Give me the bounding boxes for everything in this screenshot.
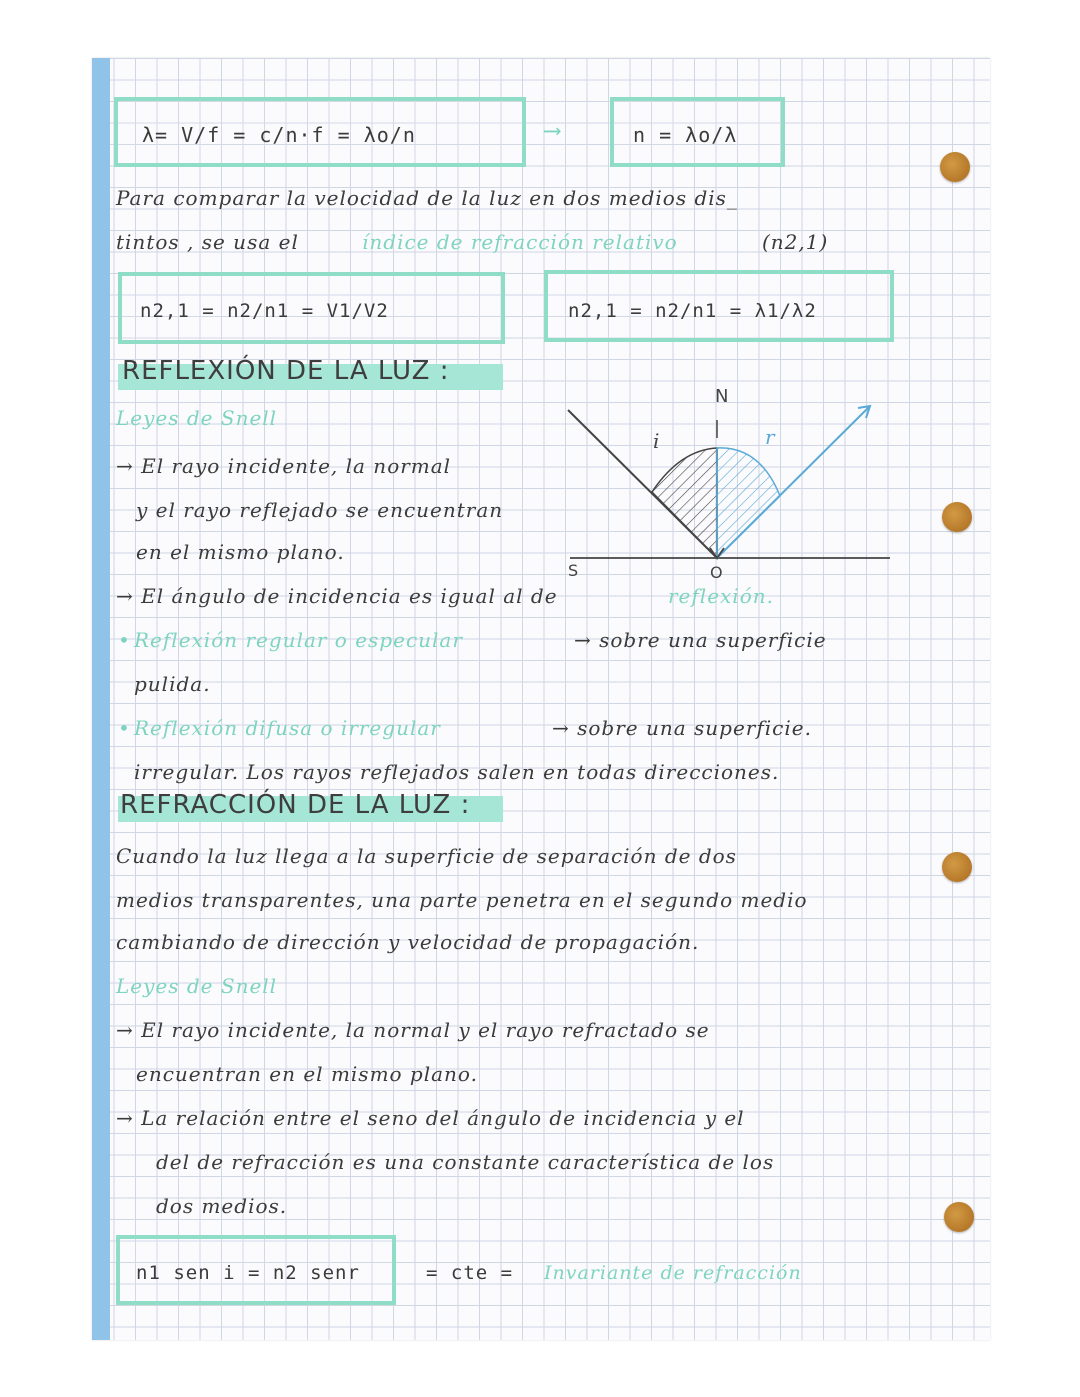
formula-snell-constant: = cte = xyxy=(426,1262,514,1284)
refraccion-p3: cambiando de dirección y velocidad de propagación. xyxy=(116,930,700,954)
reflexion-difusa-desc: → sobre una superficie. xyxy=(552,716,812,740)
reflexion-regular-desc-2: pulida. xyxy=(134,672,211,696)
reflexion-law-1c: en el mismo plano. xyxy=(136,540,345,564)
formula-wavelength: λ= V/f = c/n·f = λo/n xyxy=(142,123,416,147)
invariante-label: Invariante de refracción xyxy=(544,1262,802,1284)
intro-line-1: Para comparar la velocidad de la luz en dos medios dis_ xyxy=(116,186,738,210)
formula-relative-speed: n2,1 = n2/n1 = V1/V2 xyxy=(140,300,389,322)
binder-hole-2 xyxy=(942,502,972,532)
intro-line-2c: (n2,1) xyxy=(762,230,829,254)
normal-label: N xyxy=(715,386,729,407)
binder-hole-1 xyxy=(940,152,970,182)
heading-refraccion: REFRACCIÓN DE LA LUZ : xyxy=(120,790,471,820)
margin-bar xyxy=(92,58,110,1340)
leyes-snell-reflexion: Leyes de Snell xyxy=(116,406,278,430)
refraccion-law-2c: dos medios. xyxy=(156,1194,288,1218)
refraccion-law-1: → El rayo incidente, la normal y el rayo refractado se xyxy=(116,1018,710,1042)
heading-reflexion: REFLEXIÓN DE LA LUZ : xyxy=(122,356,450,386)
reflexion-law-2: → El ángulo de incidencia es igual al de xyxy=(116,584,558,608)
refraccion-p1: Cuando la luz llega a la superficie de separación de dos xyxy=(116,844,737,868)
surface-label: S xyxy=(568,561,579,580)
formula-index: n = λo/λ xyxy=(633,123,738,147)
refraccion-law-2: → La relación entre el seno del ángulo de incidencia y el xyxy=(116,1106,745,1130)
refraccion-law-1b: encuentran en el mismo plano. xyxy=(136,1062,478,1086)
arrow: ⟶ xyxy=(545,116,561,144)
reflected-label: r xyxy=(765,425,775,449)
binder-hole-3 xyxy=(942,852,972,882)
reflexion-regular-desc: → sobre una superficie xyxy=(574,628,827,652)
reflexion-law-1b: y el rayo reflejado se encuentran xyxy=(136,498,504,522)
incident-label: i xyxy=(653,429,660,453)
reflection-angle-arc xyxy=(717,448,780,558)
refraccion-p2: medios transparentes, una parte penetra en el segundo medio xyxy=(116,888,808,912)
intro-line-2b: índice de refracción relativo xyxy=(362,230,678,254)
reflexion-difusa: Reflexión difusa o irregular xyxy=(134,716,441,740)
bullet-1: • xyxy=(118,628,131,652)
refraccion-law-2b: del de refracción es una constante característica de los xyxy=(156,1150,775,1174)
formula-relative-wavelength: n2,1 = n2/n1 = λ1/λ2 xyxy=(568,300,817,322)
reflexion-difusa-desc-2: irregular. Los rayos reflejados salen en todas direcciones. xyxy=(134,760,780,784)
leyes-snell-refraccion: Leyes de Snell xyxy=(116,974,278,998)
reflexion-law-1: → El rayo incidente, la normal xyxy=(116,454,452,478)
intro-line-2a: tintos , se usa el xyxy=(116,230,299,254)
formula-snell: n1 sen i = n2 senr xyxy=(136,1262,360,1284)
reflection-diagram xyxy=(560,380,900,580)
reflexion-regular: Reflexión regular o especular xyxy=(134,628,463,652)
reflexion-law-2b: reflexión. xyxy=(668,584,774,608)
binder-hole-4 xyxy=(944,1202,974,1232)
bullet-2: • xyxy=(118,716,131,740)
origin-label: O xyxy=(710,563,723,580)
